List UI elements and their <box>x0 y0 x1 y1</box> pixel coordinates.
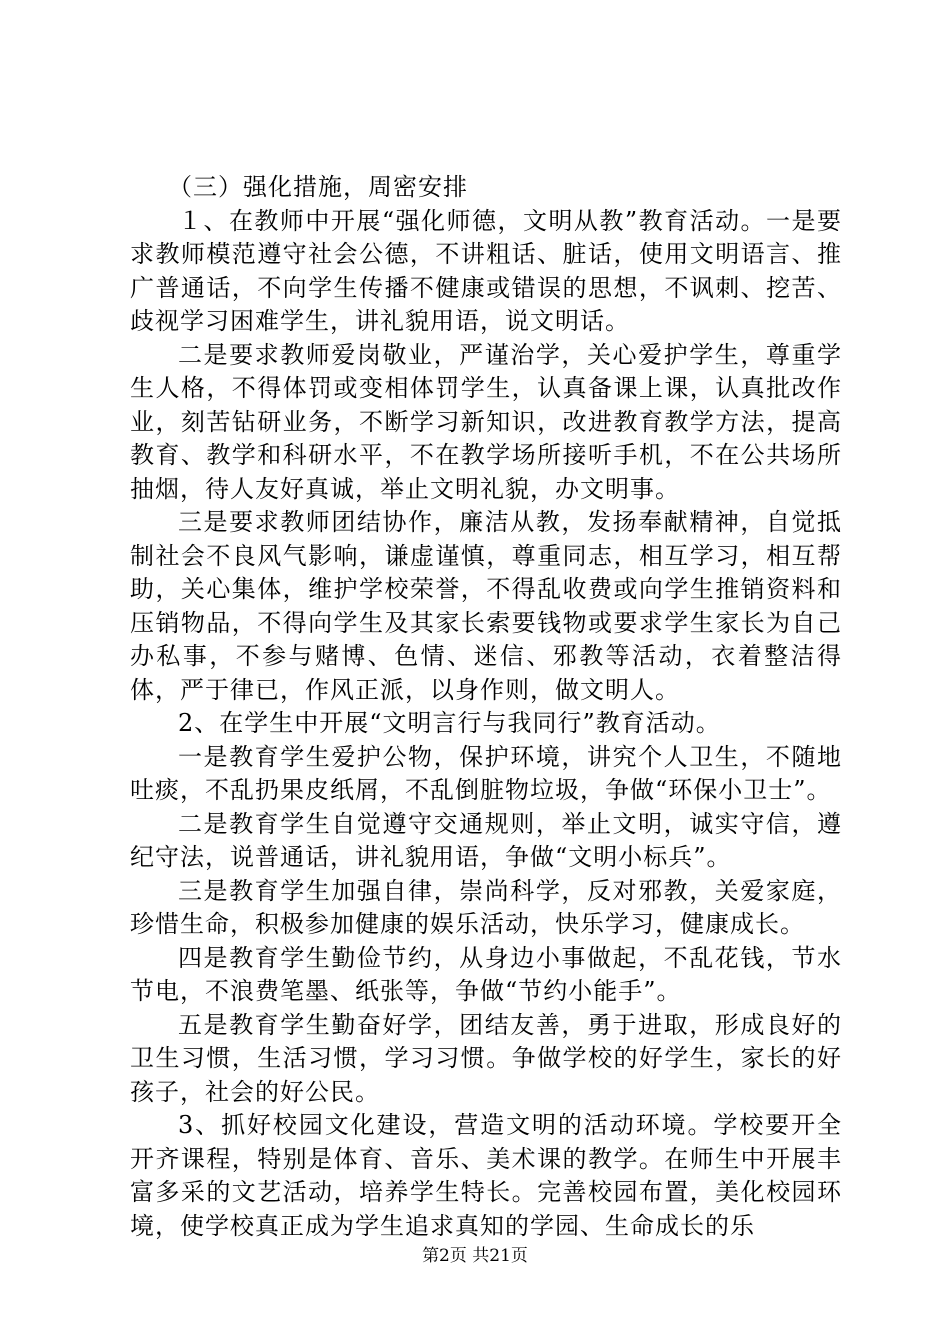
paragraph-teacher-cooperation: 三是要求教师团结协作，廉洁从教，发扬奉献精神，自觉抵制社会不良风气影响，谦虚谨慎，尊重同志，相互学习，相互帮助，关心集体，维护学校荣誉，不得乱收费或向学生推销资料和压销物品，不得向学生及其家长索要钱物或要求学生家长为自己办私事，不参与赌博、色情、迷信、邪教等活动，衣着整洁得体，严于律已，作风正派，以身作则，做文明人。 <box>130 508 842 704</box>
paragraph-student-study: 五是教育学生勤奋好学，团结友善，勇于进取，形成良好的卫生习惯，生活习惯，学习习惯。争做学校的好学生，家长的好孩子，社会的好公民。 <box>130 1010 842 1106</box>
paragraph-teacher-dedication: 二是要求教师爱岗敬业，严谨治学，关心爱护学生，尊重学生人格，不得体罚或变相体罚学生，认真备课上课，认真批改作业，刻苦钻研业务，不断学习新知识，改进教育教学方法，提高教育、教学和科研水平，不在教学场所接听手机，不在公共场所抽烟，待人友好真诚，举止文明礼貌，办文明事。 <box>130 340 842 503</box>
paragraph-teacher-activity: １、在教师中开展“强化师德，文明从教”教育活动。一是要求教师模范遵守社会公德，不讲粗话、脏话，使用文明语言、推广普通话，不向学生传播不健康或错误的思想，不讽刺、挖苦、歧视学习困难学生，讲礼貌用语，说文明话。 <box>130 206 842 335</box>
paragraph-student-environment: 一是教育学生爱护公物，保护环境，讲究个人卫生，不随地吐痰，不乱扔果皮纸屑，不乱倒脏物垃圾，争做“环保小卫士”。 <box>130 742 842 804</box>
paragraph-campus-culture: 3、抓好校园文化建设，营造文明的活动环境。学校要开全开齐课程，特别是体育、音乐、美术课的教学。在师生中开展丰富多采的文艺活动，培养学生特长。完善校园布置，美化校园环境，使学校真正成为学生追求真知的学园、生命成长的乐 <box>130 1111 842 1240</box>
document-body <box>130 171 842 1243</box>
section-heading: （三）强化措施，周密安排 <box>168 173 468 201</box>
paragraph-student-discipline: 三是教育学生加强自律，崇尚科学，反对邪教，关爱家庭，珍惜生命，积极参加健康的娱乐活动，快乐学习，健康成长。 <box>130 876 842 938</box>
page-number-footer: 第2页 共21页 <box>422 1246 528 1266</box>
paragraph-student-activity: 2、在学生中开展“文明言行与我同行”教育活动。 <box>178 709 721 737</box>
paragraph-student-thrift: 四是教育学生勤俭节约，从身边小事做起，不乱花钱，节水节电，不浪费笔墨、纸张等，争做“节约小能手”。 <box>130 943 842 1005</box>
paragraph-student-traffic: 二是教育学生自觉遵守交通规则，举止文明，诚实守信，遵纪守法，说普通话，讲礼貌用语，争做“文明小标兵”。 <box>130 809 842 871</box>
